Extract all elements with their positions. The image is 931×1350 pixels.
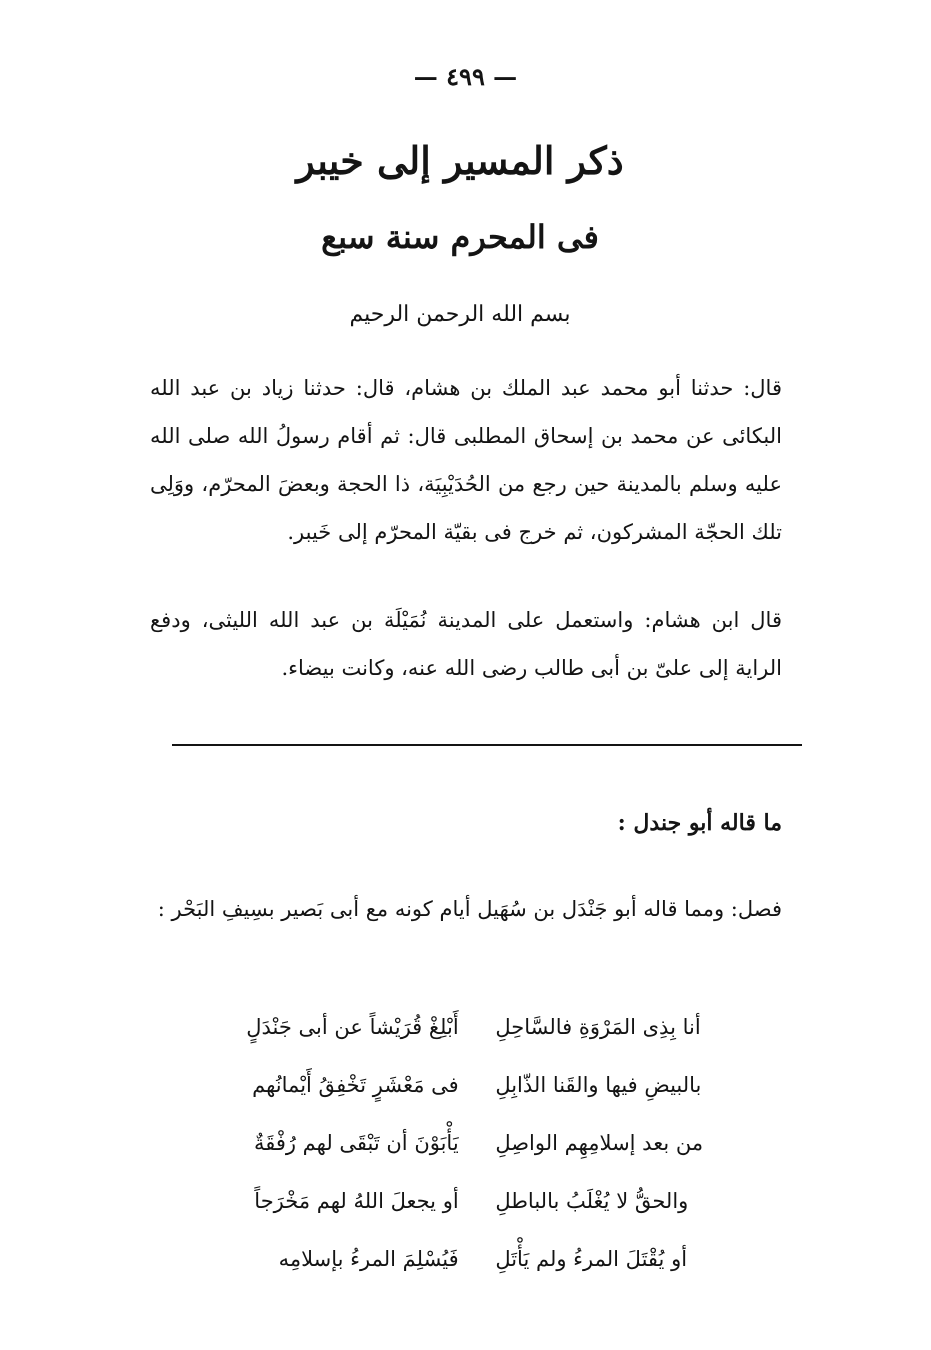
- poem: [172, 998, 782, 1288]
- verse-first-hemistich: يَأْبَوْنَ أن تَبْقَى لهم رُفْقَةٌ: [253, 1131, 459, 1155]
- verse-first-hemistich: فى مَعْشَرٍ تَخْفِقُ أَيْمانُهم: [252, 1073, 459, 1097]
- verse-second-hemistich: أنا بِذِى المَرْوَةِ فالسَّاحِلِ: [495, 1015, 701, 1039]
- section-intro: فصل: ومما قاله أبو جَنْدَل بن سُهَيل أيام كونه مع أبى بَصير بسِيفِ البَحْر :: [157, 897, 782, 921]
- section-divider: [172, 744, 802, 746]
- chapter-title: ذكر المسير إلى خيبر: [296, 138, 624, 183]
- verse: [172, 998, 782, 1056]
- verse-first-hemistich: فَيُسْلِمَ المرءُ بإسلامِه: [278, 1247, 459, 1271]
- paragraph-1: قال: حدثنا أبو محمد عبد الملك بن هشام، قال: حدثنا زياد بن عبد الله البكائى عن محمد بن إسحاق المطلبى قال: ثم أقام رسولُ الله صلى الله عليه وسلم بالمدينة حين رجع من الحُدَيْبِيَة، ذا الحجة وبعضَ المحرّم، ووَلِى تلك الحجّة المشركون، ثم خرج فى بقيّة المحرّم إلى خَيبر.: [150, 376, 782, 544]
- verse: [172, 1114, 782, 1172]
- verse: [172, 1172, 782, 1230]
- verse: [172, 1056, 782, 1114]
- page-number: — ٤٩٩ —: [413, 62, 518, 91]
- paragraph-2: قال ابن هشام: واستعمل على المدينة نُمَيْلَة بن عبد الله الليثى، ودفع الراية إلى علىّ بن أبى طالب رضى الله عنه، وكانت بيضاء.: [150, 608, 782, 680]
- verse: [172, 1230, 782, 1288]
- verse-second-hemistich: أو يُقْتَلَ المرءُ ولم يَأْتَلِ: [495, 1247, 688, 1271]
- chapter-subtitle: فى المحرم سنة سبع: [321, 218, 599, 256]
- verse-first-hemistich: أو يجعلَ اللهُ لهم مَخْرَجاً: [254, 1189, 459, 1213]
- basmala: بسم الله الرحمن الرحيم: [349, 302, 571, 327]
- verse-first-hemistich: أَبْلِغْ قُرَيْشاً عن أبى جَنْدَلٍ: [246, 1015, 459, 1039]
- verse-second-hemistich: بالبيضِ فيها والقَنا الذّابِلِ: [495, 1073, 702, 1097]
- verse-second-hemistich: والحقُّ لا يُغْلَبُ بالباطلِ: [495, 1189, 689, 1213]
- verse-second-hemistich: من بعد إسلامِهِم الواصِلِ: [495, 1131, 704, 1155]
- section-heading: ما قاله أبو جندل :: [617, 810, 782, 836]
